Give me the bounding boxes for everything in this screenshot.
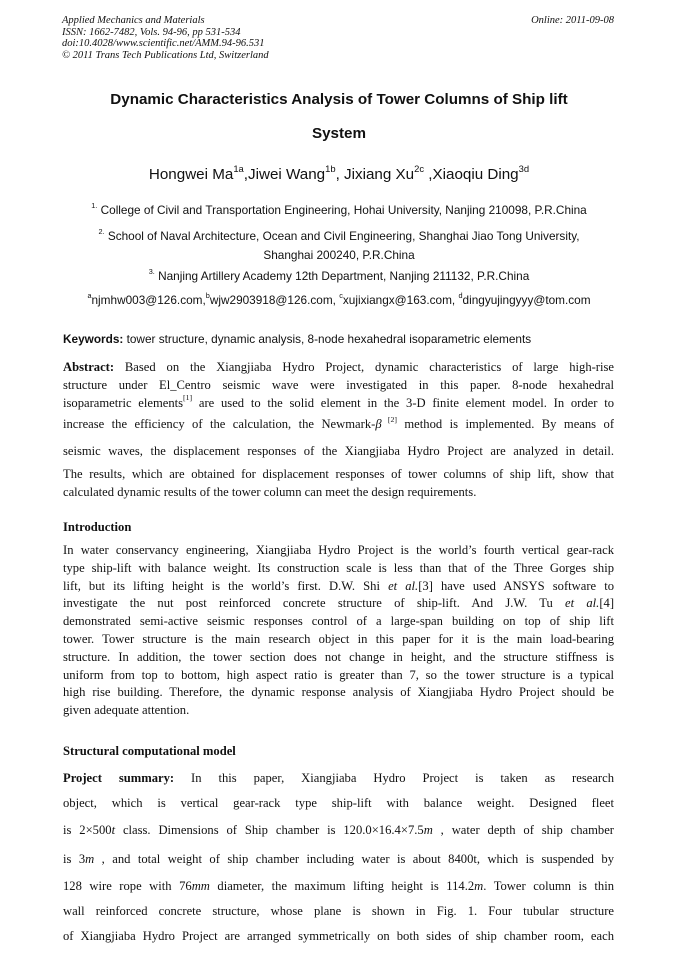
author-name: Jiwei Wang [248, 166, 326, 183]
affiliation-number: 1. [91, 200, 98, 210]
unit-symbol: m [85, 852, 95, 866]
keywords [63, 332, 615, 346]
email-sep: , [202, 293, 206, 307]
doi-line: doi:10.4028/www.scientific.net/AMM.94-96.531 [62, 38, 265, 49]
unit-symbol: t [111, 823, 116, 837]
section-heading-model: Structural computational model [63, 744, 236, 758]
intro-text: [4] [599, 596, 614, 611]
intro-text: lift, but its lifting height is the world’s first. D.W. Shi [63, 578, 389, 593]
author-name: Jixiang Xu [344, 166, 415, 183]
author-sup: 2c [414, 162, 425, 174]
intro-line [63, 578, 614, 596]
email-sep: , [451, 293, 459, 307]
affiliation-text: Shanghai 200240, P.R.China [263, 248, 415, 262]
email-list [40, 290, 638, 307]
unit-symbol: mm [191, 879, 210, 893]
journal-header [62, 15, 462, 61]
abstract-line: The results, which are obtained for displacement responses of tower columns of ship lift, show that [63, 467, 614, 482]
email-link[interactable]: njmhw003@126.com [91, 293, 203, 307]
citation-ref: [1] [183, 394, 193, 403]
abstract-text: Based on the Xiangjiaba Hydro Project, dynamic characteristics of large high-rise [114, 360, 614, 374]
email-link[interactable]: xujixiangx@163.com [342, 293, 452, 307]
model-line [63, 845, 614, 874]
affiliation-text: College of Civil and Transportation Engineering, Hohai University, Nanjing 210098, P.R.China [100, 203, 587, 217]
section-heading-introduction: Introduction [63, 520, 132, 534]
author-list [40, 162, 638, 183]
issn-line: ISSN: 1662-7482, Vols. 94-96, pp 531-534 [62, 26, 241, 38]
unit-symbol: m [474, 879, 484, 893]
abstract-line [63, 395, 614, 413]
affiliation-text: Nanjing Artillery Academy 12th Department, Nanjing 211132, P.R.China [158, 269, 530, 283]
email-link[interactable]: dingyujingyyy@tom.com [462, 293, 591, 307]
email-sup: b [205, 290, 210, 300]
affiliation-number: 2. [98, 226, 105, 236]
affiliation-2 [40, 227, 638, 265]
model-text: is 2×500 [63, 823, 112, 837]
abstract-line: calculated dynamic results of the tower column can meet the design requirements. [63, 485, 477, 500]
project-summary-paragraph [63, 766, 614, 949]
intro-text: [3] have used ANSYS software to [418, 578, 614, 593]
abstract [63, 359, 614, 502]
intro-italic: et al. [565, 596, 600, 611]
intro-line: structure. In addition, the tower section does not change in height, and the structure stiffness is [63, 649, 614, 664]
abstract-line [63, 359, 614, 377]
introduction-paragraph [63, 542, 614, 720]
abstract-line [63, 412, 614, 437]
author-name: Hongwei Ma [148, 166, 234, 183]
model-line: object, which is vertical gear-rack type ship-lift with balance weight. Designed fleet [63, 796, 614, 810]
email-sep: , [332, 293, 340, 307]
abstract-label: Abstract: [63, 360, 115, 374]
keywords-text: tower structure, dynamic analysis, 8-node hexahedral isoparametric elements [123, 332, 532, 346]
abstract-text: are used to the solid element in the 3-D finite element model. In order to [192, 395, 614, 410]
abstract-text: method is implemented. By means of [396, 417, 614, 432]
author-sup: 1b [325, 162, 336, 174]
copyright-line: © 2011 Trans Tech Publications Ltd, Switzerland [62, 49, 269, 61]
intro-line: given adequate attention. [63, 703, 190, 718]
affiliation-text: School of Naval Architecture, Ocean and Civil Engineering, Shanghai Jiao Tong University, [107, 229, 580, 243]
paper-title-line-1: Dynamic Characteristics Analysis of Tower Columns of Ship lift [110, 91, 568, 108]
citation-ref: [2] [381, 415, 397, 425]
model-text: diameter, the maximum lifting height is 114.2 [209, 879, 475, 893]
model-line: of Xiangjiaba Hydro Project are arranged symmetrically on both sides of ship chamber room, each [63, 929, 614, 943]
intro-text: investigate the nut post reinforced concrete structure of ship-lift. And J.W. Tu [63, 596, 566, 611]
intro-line [63, 595, 614, 613]
model-text: , and total weight of ship chamber including water is about 8400t, which is suspended by [94, 852, 614, 866]
beta-symbol: β [375, 417, 382, 432]
intro-line: type ship-lift with balance weight. Its construction scale is less than that of the Three Gorges ship [63, 560, 614, 575]
affiliation-number: 3. [148, 266, 155, 276]
unit-symbol: m [423, 823, 433, 837]
project-summary-label: Project summary: [63, 771, 175, 785]
author-sep: , [424, 166, 433, 183]
author-name: Xiaoqiu Ding [432, 166, 519, 183]
paper-title-line-2: System [311, 125, 367, 142]
intro-line: demonstrated semi-active seismic responses control of a large-span building on top of ship lift [63, 614, 614, 629]
email-sup: a [87, 290, 92, 300]
abstract-text: increase the efficiency of the calculation, the Newmark- [63, 417, 376, 432]
abstract-text: isoparametric elements [63, 395, 184, 410]
author-sep: , [335, 166, 345, 183]
model-text: class. Dimensions of Ship chamber is 120.0×16.4×7.5 [115, 823, 424, 837]
author-sup: 3d [518, 162, 530, 174]
intro-line: tower. Tower structure is the main research object in this paper for it is the main load-bearing [63, 631, 614, 646]
model-text: . Tower column is thin [483, 879, 614, 893]
online-date: Online: 2011-09-08 [531, 15, 614, 26]
abstract-line: seismic waves, the displacement responses of the Xiangjiaba Hydro Project are analyzed in detail. [63, 444, 614, 459]
model-line: wall reinforced concrete structure, whose plane is shown in Fig. 1. Four tubular structure [63, 904, 614, 918]
journal-name: Applied Mechanics and Materials [62, 15, 205, 26]
model-text: is 3 [63, 852, 86, 866]
model-text: In this paper, Xiangjiaba Hydro Project is taken as research [174, 771, 614, 785]
keywords-label: Keywords: [63, 332, 124, 346]
intro-line: high rise building. Therefore, the dynamic response analysis of Xiangjiaba Hydro Project should be [63, 685, 614, 700]
model-line [63, 816, 614, 845]
author-sup: 1a [233, 162, 244, 174]
email-sup: d [458, 290, 463, 300]
intro-line: uniform from top to bottom, high aspect ratio is greater than 7, so the tower structure is a typical [63, 667, 614, 682]
affiliation-3 [40, 267, 638, 286]
email-sup: c [339, 290, 343, 300]
model-line [63, 874, 614, 899]
model-line [63, 766, 614, 791]
intro-line: In water conservancy engineering, Xiangjiaba Hydro Project is the world’s fourth vertical gear-rack [63, 543, 614, 557]
abstract-line: structure under El_Centro seismic wave were investigated in this paper. 8-node hexahedral [63, 377, 614, 392]
affiliation-1 [40, 201, 638, 220]
model-text: 128 wire rope with 76 [63, 879, 192, 893]
intro-italic: et al. [388, 578, 419, 593]
email-link[interactable]: wjw2903918@126.com [209, 293, 333, 307]
author-sep: , [243, 166, 249, 183]
model-text: , water depth of ship chamber [432, 823, 614, 837]
